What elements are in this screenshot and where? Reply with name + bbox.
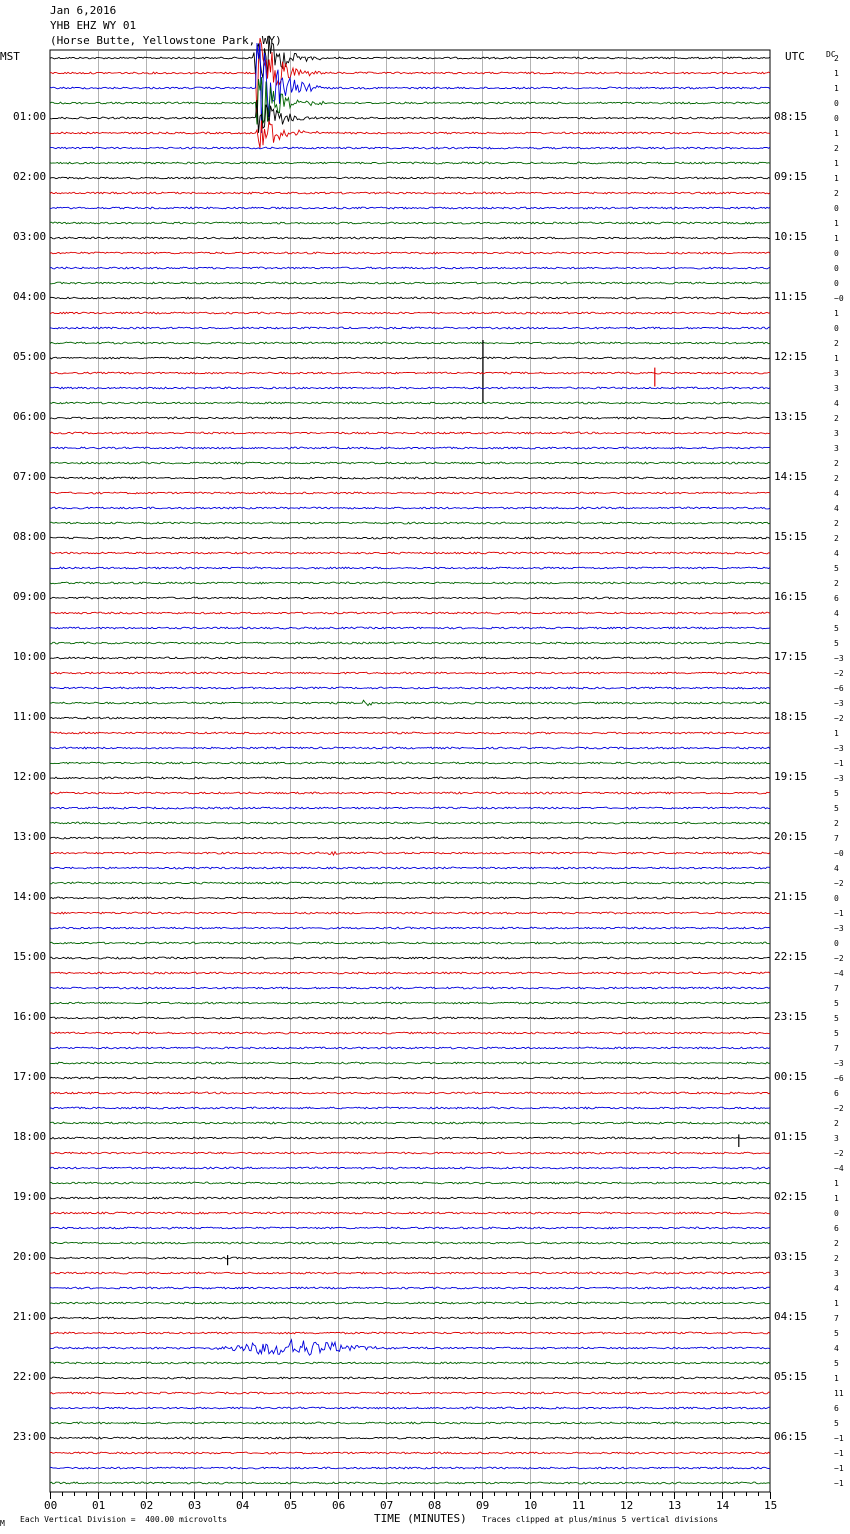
seismic-trace xyxy=(50,642,770,644)
right-hour-label: 08:15 xyxy=(774,110,808,123)
dc-offset-value: 5 xyxy=(834,1419,839,1428)
left-hour-label: 12:00 xyxy=(13,770,47,783)
seismic-trace xyxy=(50,1362,770,1364)
x-tick-label: 06 xyxy=(332,1499,346,1512)
dc-offset-value: 4 xyxy=(834,1344,839,1353)
seismic-trace xyxy=(50,342,770,344)
dc-offset-value: 1 xyxy=(834,174,839,183)
right-hour-label: 00:15 xyxy=(774,1070,808,1083)
seismic-trace xyxy=(50,1122,770,1124)
seismic-trace xyxy=(50,867,770,869)
dc-offset-value: 3 xyxy=(834,384,839,393)
right-hour-label: 06:15 xyxy=(774,1430,808,1443)
seismic-trace xyxy=(50,567,770,569)
dc-offset-value: 5 xyxy=(834,564,839,573)
dc-offset-value: −2 xyxy=(834,714,844,723)
dc-offset-value: 3 xyxy=(834,429,839,438)
dc-offset-value: 1 xyxy=(834,1374,839,1383)
seismic-trace xyxy=(50,1302,770,1304)
dc-offset-value: 1 xyxy=(834,234,839,243)
dc-offset-value: 2 xyxy=(834,189,839,198)
dc-offset-value: −1 xyxy=(834,1464,844,1473)
seismic-trace xyxy=(50,957,770,959)
dc-offset-value: 2 xyxy=(834,474,839,483)
dc-offset-value: 4 xyxy=(834,1284,839,1293)
seismic-trace xyxy=(50,792,770,794)
dc-offset-value: 1 xyxy=(834,219,839,228)
seismic-trace xyxy=(50,987,770,989)
x-tick-label: 07 xyxy=(380,1499,394,1512)
dc-offset-value: −1 xyxy=(834,1479,844,1488)
seismic-trace xyxy=(50,882,770,884)
dc-offset-value: −3 xyxy=(834,699,844,708)
right-timezone-label: UTC xyxy=(785,50,805,63)
station-code: YHB EHZ WY 01 xyxy=(50,19,137,32)
seismic-trace xyxy=(50,282,770,284)
dc-offset-value: 0 xyxy=(834,204,839,213)
x-tick-label: 12 xyxy=(620,1499,634,1512)
seismic-trace xyxy=(50,1467,770,1469)
seismic-trace xyxy=(50,177,770,179)
dc-offset-value: 4 xyxy=(834,549,839,558)
x-axis-title: TIME (MINUTES) xyxy=(374,1512,467,1525)
dc-offset-value: 7 xyxy=(834,834,839,843)
seismic-trace xyxy=(50,432,770,434)
dc-offset-value: 2 xyxy=(834,1254,839,1263)
seismic-trace xyxy=(50,312,770,314)
dc-offset-value: 0 xyxy=(834,249,839,258)
seismic-trace xyxy=(50,612,770,614)
seismic-trace xyxy=(50,597,770,599)
dc-offset-value: 5 xyxy=(834,1029,839,1038)
dc-offset-value: 0 xyxy=(834,324,839,333)
dc-offset-header: DC xyxy=(826,50,836,59)
dc-offset-value: 4 xyxy=(834,609,839,618)
seismic-trace xyxy=(50,100,770,133)
right-hour-label: 12:15 xyxy=(774,350,808,363)
dc-offset-value: 0 xyxy=(834,114,839,123)
seismic-trace xyxy=(50,1062,770,1064)
seismic-trace xyxy=(50,1107,770,1109)
dc-offset-value: 5 xyxy=(834,789,839,798)
plot-frame xyxy=(50,50,770,1492)
dc-offset-value: −0 xyxy=(834,849,844,858)
seismic-trace xyxy=(50,627,770,629)
seismic-trace xyxy=(50,822,770,824)
seismic-trace xyxy=(50,582,770,584)
dc-offset-value: −4 xyxy=(834,1164,844,1173)
seismic-trace xyxy=(50,462,770,464)
dc-offset-value: 1 xyxy=(834,159,839,168)
right-hour-label: 20:15 xyxy=(774,830,808,843)
left-hour-label: 21:00 xyxy=(13,1310,47,1323)
dc-offset-value: −2 xyxy=(834,954,844,963)
seismic-trace xyxy=(50,147,770,149)
x-tick-label: 01 xyxy=(92,1499,106,1512)
dc-offset-value: 6 xyxy=(834,1404,839,1413)
seismic-trace xyxy=(50,1452,770,1454)
right-hour-label: 23:15 xyxy=(774,1010,808,1023)
seismic-trace xyxy=(50,1340,770,1355)
seismic-trace xyxy=(50,700,770,705)
x-tick-label: 05 xyxy=(284,1499,298,1512)
left-hour-label: 07:00 xyxy=(13,470,47,483)
seismic-trace xyxy=(50,43,770,133)
corner-mark: M xyxy=(0,1519,5,1528)
right-hour-label: 13:15 xyxy=(774,410,808,423)
right-hour-label: 02:15 xyxy=(774,1190,808,1203)
dc-offset-value: 1 xyxy=(834,1299,839,1308)
dc-offset-value: −4 xyxy=(834,969,844,978)
dc-offset-value: 1 xyxy=(834,729,839,738)
right-hour-label: 09:15 xyxy=(774,170,808,183)
dc-offset-value: −3 xyxy=(834,654,844,663)
left-timezone-label: MST xyxy=(0,50,20,63)
x-tick-label: 02 xyxy=(140,1499,154,1512)
right-hour-label: 15:15 xyxy=(774,530,808,543)
dc-offset-value: 3 xyxy=(834,1269,839,1278)
seismic-trace xyxy=(50,162,770,164)
right-hour-label: 04:15 xyxy=(774,1310,808,1323)
left-hour-label: 15:00 xyxy=(13,950,47,963)
seismic-trace xyxy=(50,1392,770,1394)
seismic-trace xyxy=(50,237,770,239)
dc-offset-value: 6 xyxy=(834,1224,839,1233)
seismic-trace xyxy=(50,447,770,449)
seismic-trace xyxy=(50,852,770,856)
dc-offset-value: −1 xyxy=(834,759,844,768)
seismic-trace xyxy=(50,1257,770,1259)
left-hour-label: 13:00 xyxy=(13,830,47,843)
dc-offset-value: 1 xyxy=(834,129,839,138)
seismic-trace xyxy=(50,1287,770,1289)
seismic-trace xyxy=(50,717,770,719)
seismic-trace xyxy=(50,672,770,674)
dc-offset-value: 2 xyxy=(834,459,839,468)
seismic-trace xyxy=(50,1227,770,1229)
station-location: (Horse Butte, Yellowstone Park, WY) xyxy=(50,34,282,47)
dc-offset-value: 4 xyxy=(834,399,839,408)
dc-offset-value: 2 xyxy=(834,519,839,528)
seismic-trace xyxy=(50,687,770,689)
seismic-trace xyxy=(50,1377,770,1379)
dc-offset-value: 1 xyxy=(834,309,839,318)
dc-offset-value: −1 xyxy=(834,909,844,918)
seismic-trace xyxy=(50,1077,770,1079)
seismic-trace xyxy=(50,207,770,209)
dc-offset-value: 2 xyxy=(834,534,839,543)
seismic-trace xyxy=(50,1182,770,1184)
seismic-trace xyxy=(50,1482,770,1484)
seismic-trace xyxy=(50,897,770,899)
dc-offset-value: 5 xyxy=(834,1329,839,1338)
dc-offset-value: 5 xyxy=(834,624,839,633)
x-tick-label: 04 xyxy=(236,1499,250,1512)
left-hour-label: 14:00 xyxy=(13,890,47,903)
clip-note: Traces clipped at plus/minus 5 vertical divisions xyxy=(482,1515,719,1524)
dc-offset-value: 2 xyxy=(834,579,839,588)
left-hour-label: 04:00 xyxy=(13,290,47,303)
left-hour-label: 23:00 xyxy=(13,1430,47,1443)
right-hour-label: 21:15 xyxy=(774,890,808,903)
seismic-trace xyxy=(50,357,770,359)
dc-offset-value: −2 xyxy=(834,1149,844,1158)
dc-offset-value: 5 xyxy=(834,999,839,1008)
seismic-trace xyxy=(50,1092,770,1094)
dc-offset-value: 1 xyxy=(834,69,839,78)
seismic-trace xyxy=(50,1422,770,1424)
x-tick-label: 13 xyxy=(668,1499,682,1512)
seismic-trace xyxy=(50,1047,770,1049)
dc-offset-value: −3 xyxy=(834,1059,844,1068)
left-hour-label: 17:00 xyxy=(13,1070,47,1083)
x-tick-label: 14 xyxy=(716,1499,730,1512)
scale-note: Each Vertical Division = 400.00 microvolts xyxy=(20,1515,228,1524)
dc-offset-value: −2 xyxy=(834,879,844,888)
seismic-trace xyxy=(50,1212,770,1214)
dc-offset-value: 4 xyxy=(834,489,839,498)
seismic-trace xyxy=(50,222,770,224)
x-tick-label: 08 xyxy=(428,1499,442,1512)
left-hour-label: 22:00 xyxy=(13,1370,47,1383)
seismic-trace xyxy=(50,1167,770,1169)
seismic-trace xyxy=(50,657,770,659)
seismic-trace xyxy=(50,327,770,329)
dc-offset-value: 4 xyxy=(834,504,839,513)
seismic-trace xyxy=(50,267,770,269)
dc-offset-value: 0 xyxy=(834,894,839,903)
seismic-trace xyxy=(50,1242,770,1244)
dc-offset-value: 2 xyxy=(834,1119,839,1128)
dc-offset-value: 2 xyxy=(834,414,839,423)
left-hour-label: 10:00 xyxy=(13,650,47,663)
seismic-trace xyxy=(50,252,770,254)
right-hour-label: 10:15 xyxy=(774,230,808,243)
dc-offset-value: 5 xyxy=(834,1359,839,1368)
seismic-trace xyxy=(50,732,770,734)
dc-offset-value: −6 xyxy=(834,1074,844,1083)
dc-offset-value: 2 xyxy=(834,54,839,63)
seismic-trace xyxy=(50,507,770,509)
seismic-trace xyxy=(50,192,770,194)
dc-offset-value: 5 xyxy=(834,804,839,813)
seismic-trace xyxy=(50,837,770,839)
seismic-trace xyxy=(50,942,770,944)
seismic-trace xyxy=(50,477,770,479)
dc-offset-value: 0 xyxy=(834,1209,839,1218)
dc-offset-value: 7 xyxy=(834,1044,839,1053)
seismic-trace xyxy=(50,372,770,374)
seismic-trace xyxy=(50,1137,770,1139)
dc-offset-value: 5 xyxy=(834,1014,839,1023)
dc-offset-value: 7 xyxy=(834,1314,839,1323)
dc-offset-value: 0 xyxy=(834,99,839,108)
left-hour-label: 16:00 xyxy=(13,1010,47,1023)
right-hour-label: 17:15 xyxy=(774,650,808,663)
right-hour-label: 14:15 xyxy=(774,470,808,483)
x-tick-label: 11 xyxy=(572,1499,586,1512)
seismic-trace xyxy=(50,747,770,749)
dc-offset-value: 6 xyxy=(834,594,839,603)
seismic-trace xyxy=(50,1197,770,1199)
dc-offset-value: −3 xyxy=(834,774,844,783)
seismic-trace xyxy=(50,807,770,809)
x-tick-label: 03 xyxy=(188,1499,202,1512)
seismic-trace xyxy=(50,402,770,404)
right-hour-label: 01:15 xyxy=(774,1130,808,1143)
seismic-trace xyxy=(50,36,770,78)
left-hour-label: 02:00 xyxy=(13,170,47,183)
dc-offset-value: 7 xyxy=(834,984,839,993)
dc-offset-value: 11 xyxy=(834,1389,844,1398)
dc-offset-value: 1 xyxy=(834,1194,839,1203)
seismic-trace xyxy=(50,1437,770,1439)
seismic-trace xyxy=(50,552,770,554)
left-hour-label: 09:00 xyxy=(13,590,47,603)
seismic-trace xyxy=(50,1152,770,1154)
seismic-trace xyxy=(50,777,770,779)
dc-offset-value: −2 xyxy=(834,669,844,678)
x-tick-label: 00 xyxy=(44,1499,58,1512)
x-tick-label: 10 xyxy=(524,1499,538,1512)
left-hour-label: 19:00 xyxy=(13,1190,47,1203)
dc-offset-value: −2 xyxy=(834,1104,844,1113)
right-hour-label: 22:15 xyxy=(774,950,808,963)
dc-offset-value: 3 xyxy=(834,369,839,378)
seismic-trace xyxy=(50,1332,770,1334)
right-hour-label: 16:15 xyxy=(774,590,808,603)
dc-offset-value: 1 xyxy=(834,354,839,363)
left-hour-label: 05:00 xyxy=(13,350,47,363)
seismic-trace xyxy=(50,522,770,524)
plot-date: Jan 6,2016 xyxy=(50,4,117,17)
dc-offset-value: −3 xyxy=(834,744,844,753)
dc-offset-value: 5 xyxy=(834,639,839,648)
dc-offset-value: 2 xyxy=(834,819,839,828)
dc-offset-value: 0 xyxy=(834,279,839,288)
left-hour-label: 20:00 xyxy=(13,1250,47,1263)
seismic-trace xyxy=(50,492,770,494)
dc-offset-value: −1 xyxy=(834,1449,844,1458)
seismic-trace xyxy=(50,1032,770,1034)
left-hour-label: 01:00 xyxy=(13,110,47,123)
seismic-trace xyxy=(50,121,770,149)
dc-offset-value: 2 xyxy=(834,1239,839,1248)
seismic-trace xyxy=(50,1317,770,1319)
seismic-trace xyxy=(50,762,770,764)
seismic-trace xyxy=(50,1407,770,1409)
seismic-trace xyxy=(50,537,770,539)
seismic-trace xyxy=(50,1272,770,1274)
dc-offset-value: 2 xyxy=(834,339,839,348)
dc-offset-value: 6 xyxy=(834,1089,839,1098)
seismic-trace xyxy=(50,1017,770,1019)
left-hour-label: 11:00 xyxy=(13,710,47,723)
right-hour-label: 05:15 xyxy=(774,1370,808,1383)
right-hour-label: 19:15 xyxy=(774,770,808,783)
left-hour-label: 06:00 xyxy=(13,410,47,423)
dc-offset-value: 0 xyxy=(834,939,839,948)
dc-offset-value: 3 xyxy=(834,1134,839,1143)
right-hour-label: 18:15 xyxy=(774,710,808,723)
dc-offset-value: −0 xyxy=(834,294,844,303)
left-hour-label: 18:00 xyxy=(13,1130,47,1143)
dc-offset-value: 2 xyxy=(834,144,839,153)
dc-offset-value: 4 xyxy=(834,864,839,873)
dc-offset-value: −6 xyxy=(834,684,844,693)
dc-offset-value: 3 xyxy=(834,444,839,453)
seismic-trace xyxy=(50,1002,770,1004)
dc-offset-value: 1 xyxy=(834,84,839,93)
dc-offset-value: −1 xyxy=(834,1434,844,1443)
right-hour-label: 03:15 xyxy=(774,1250,808,1263)
left-hour-label: 03:00 xyxy=(13,230,47,243)
x-tick-label: 09 xyxy=(476,1499,490,1512)
seismic-trace xyxy=(50,912,770,914)
left-hour-label: 08:00 xyxy=(13,530,47,543)
dc-offset-value: 0 xyxy=(834,264,839,273)
seismic-trace xyxy=(50,417,770,419)
x-tick-label: 15 xyxy=(764,1499,778,1512)
seismic-trace xyxy=(50,387,770,389)
seismic-trace xyxy=(50,927,770,929)
seismic-trace xyxy=(50,297,770,299)
seismic-trace xyxy=(50,972,770,974)
dc-offset-value: −3 xyxy=(834,924,844,933)
dc-offset-value: 1 xyxy=(834,1179,839,1188)
right-hour-label: 11:15 xyxy=(774,290,808,303)
